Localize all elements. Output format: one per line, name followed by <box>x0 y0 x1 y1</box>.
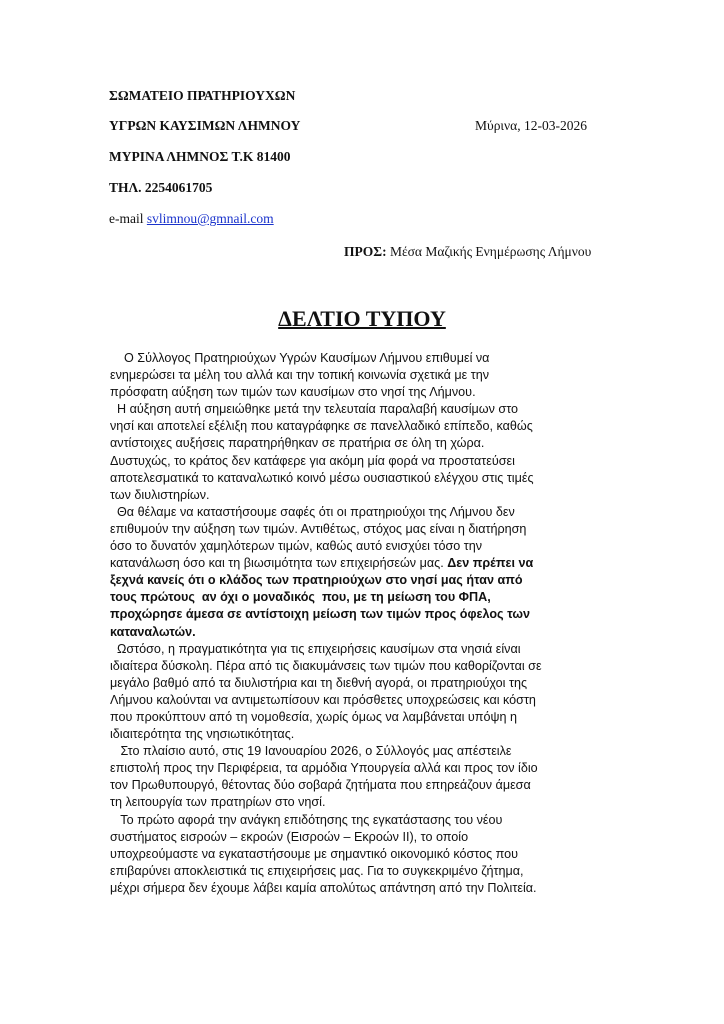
email-label: e-mail <box>109 211 147 226</box>
body-line: επιβαρύνει αποκλειστικά τις επιχειρήσεις μας. Για το συγκεκριμένο ζήτημα, <box>110 863 524 878</box>
body-emphasis-line: ξεχνά κανείς ότι ο κλάδος των πρατηριούχων στο νησί μας ήταν από <box>110 573 523 588</box>
body-line: μέχρι σήμερα δεν έχουμε λάβει καμία απολύτως απάντηση από την Πολιτεία. <box>110 880 537 895</box>
body-line: πρόσφατη αύξηση των τιμών των καυσίμων στο νησί της Λήμνου. <box>110 385 476 400</box>
body-line: όσο το δυνατόν χαμηλότερων τιμών, καθώς αυτό ενισχύει τόσο την <box>110 539 483 554</box>
body-line: τον Πρωθυπουργό, θέτοντας δύο σοβαρά ζητήματα που επηρεάζουν άμεσα <box>110 778 531 793</box>
body-line-mixed <box>110 555 630 572</box>
body-line: Η αύξηση αυτή σημειώθηκε μετά την τελευταία παραλαβή καυσίμων στο <box>110 402 518 417</box>
body-line: τη λειτουργία των πρατηρίων στο νησί. <box>110 795 326 810</box>
body-line: αποτελεσματικά το καταναλωτικό κοινό μέσω ουσιαστικού ελέγχου στις τιμές <box>110 470 534 485</box>
body-line: νησί και αποτελεί εξέλιξη που καταγράφηκε σε πανελλαδικό επίπεδο, καθώς <box>110 419 533 434</box>
sender-name-line1: ΣΩΜΑΤΕΙΟ ΠΡΑΤΗΡΙΟΥΧΩΝ <box>109 88 296 103</box>
document-title-text: ΔΕΛΤΙΟ ΤΥΠΟΥ <box>278 306 446 331</box>
body-line: συστήματος εισροών – εκροών (Εισροών – Εκροών ΙΙ), το οποίο <box>110 829 469 844</box>
body-line: Δυστυχώς, το κράτος δεν κατάφερε για ακόμη μία φορά να προστατεύσει <box>110 453 515 468</box>
body-line: μεγάλο βαθμό από τα διυλιστήρια και τη διεθνή αγορά, οι πρατηριούχοι της <box>110 675 528 690</box>
recipient-line <box>344 244 591 260</box>
document-date: Μύρινα, 12-03-2026 <box>475 118 587 133</box>
body-emphasis-line: προχώρησε άμεσα σε αντίστοιχη μείωση των τιμών προς όφελος των <box>110 607 530 622</box>
body-line: που προκύπτουν από τη νομοθεσία, χωρίς όμως να λαμβάνεται υπόψη η <box>110 709 517 724</box>
recipient-value: Μέσα Μαζικής Ενημέρωσης Λήμνου <box>386 244 592 259</box>
body-line: Ωστόσο, η πραγματικότητα για τις επιχειρήσεις καυσίμων στα νησιά είναι <box>110 641 521 656</box>
body-emphasis-line: καταναλωτών. <box>110 624 196 639</box>
body-line: επιστολή προς την Περιφέρεια, τα αρμόδια Υπουργεία αλλά και προς τον ίδιο <box>110 761 538 776</box>
document-body <box>110 350 630 897</box>
email-link[interactable]: svlimnou@gmnail.com <box>146 211 274 226</box>
body-line: Στο πλαίσιο αυτό, στις 19 Ιανουαρίου 2026, ο Σύλλογός μας απέστειλε <box>110 744 512 759</box>
sender-address: ΜΥΡΙΝΑ ΛΗΜΝΟΣ Τ.Κ 81400 <box>109 149 291 164</box>
body-line: επιθυμούν την αύξηση των τιμών. Αντιθέτως, στόχος μας είναι η διατήρηση <box>110 521 527 536</box>
body-line: υποχρεούμαστε να εγκαταστήσουμε με σημαντικό οικονομικό κόστος που <box>110 846 519 861</box>
body-emphasis: Δεν πρέπει να <box>447 556 534 571</box>
body-line: ιδιαιτερότητα της νησιωτικότητας. <box>110 727 295 742</box>
sender-phone: ΤΗΛ. 2254061705 <box>109 180 213 195</box>
sender-name-line2: ΥΓΡΩΝ ΚΑΥΣΙΜΩΝ ΛΗΜΝΟΥ <box>109 118 301 133</box>
body-line: Θα θέλαμε να καταστήσουμε σαφές ότι οι πρατηριούχοι της Λήμνου δεν <box>110 504 515 519</box>
body-line: Ο Σύλλογος Πρατηριούχων Υγρών Καυσίμων Λήμνου επιθυμεί να <box>110 351 490 365</box>
body-line: των διυλιστηρίων. <box>110 487 210 502</box>
body-line: Λήμνου καλούνται να αντιμετωπίσουν και πρόσθετες υποχρεώσεις και κόστη <box>110 692 536 707</box>
sender-email-line <box>109 211 274 227</box>
body-line: αντίστοιχες αυξήσεις παρατηρήθηκαν σε πρατήρια σε όλη τη χώρα. <box>110 436 485 451</box>
recipient-label: ΠΡΟΣ: <box>344 244 387 259</box>
body-emphasis-line: τους πρώτους αν όχι ο μοναδικός που, με τη μείωση του ΦΠΑ, <box>110 590 491 605</box>
document-title <box>0 306 724 332</box>
body-line: ενημερώσει τα μέλη του αλλά και την τοπική κοινωνία σχετικά με την <box>110 368 490 383</box>
body-line: ιδιαίτερα δύσκολη. Πέρα από τις διακυμάνσεις των τιμών που καθορίζονται σε <box>110 658 542 673</box>
body-line: Το πρώτο αφορά την ανάγκη επιδότησης της εγκατάστασης του νέου <box>110 812 503 827</box>
body-text: κατανάλωση όσο και τη βιωσιμότητα των επιχειρήσεών μας. <box>110 556 448 571</box>
